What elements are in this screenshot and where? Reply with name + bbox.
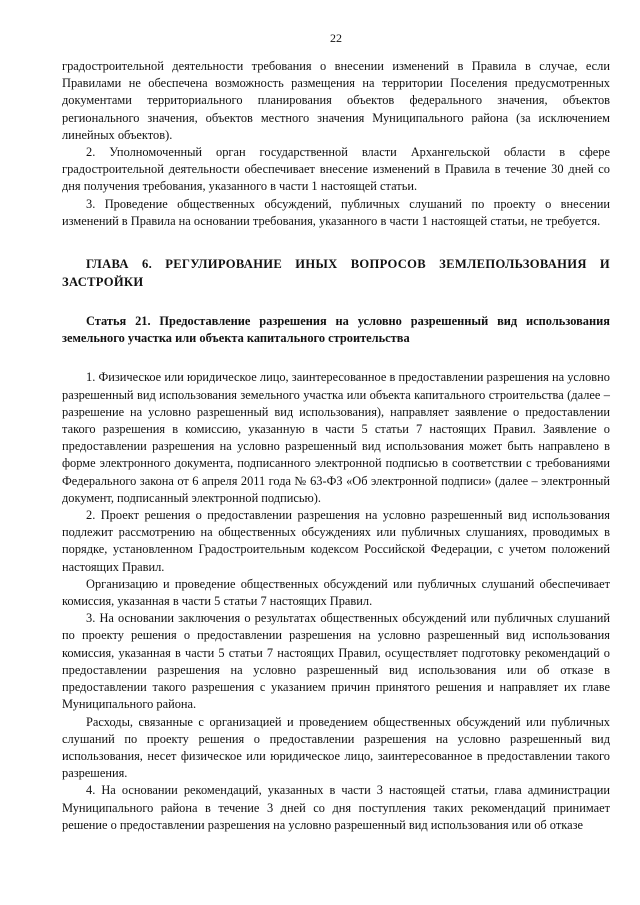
article-paragraph-3-note: Расходы, связанные с организацией и проведением общественных обсуждений или публичных слушаний по проекту решения о предоставлении разрешения на условно разрешенный вид использования, несет физическое или юридическое лицо, заинтересованное в предоставлении такого разрешения. xyxy=(62,714,610,781)
paragraph-part-3: 3. Проведение общественных обсуждений, публичных слушаний по проекту о внесении изменений в Правила на основании требования, указанного в части 1 настоящей статьи, не требуется. xyxy=(62,196,610,228)
article-paragraph-3: 3. На основании заключения о результатах общественных обсуждений или публичных слушаний по проекту решения о предоставлении разрешения на условно разрешенный вид использования комиссия, указанная в части 5 статьи 7 настоящих Правил, осуществляет подготовку рекомендаций о предоставлении разрешения на условно разрешенный вид использования или об отказе в предоставлении такого разрешения с указанием причин принятого решения и направляет их главе Муниципального района. xyxy=(62,611,610,712)
article-paragraph-2-note: Организацию и проведение общественных обсуждений или публичных слушаний обеспечивает комиссия, указанная в части 5 статьи 7 настоящих Правил. xyxy=(62,576,610,609)
page-number: 22 xyxy=(330,31,342,45)
continuation-paragraph: градостроительной деятельности требования о внесении изменений в Правила в случае, если Правилами не обеспечена возможность размещения на территории Поселения предусмотренных документами территориального планирования объектов федерального значения, объектов регионального значения, объектов местного значения Муниципального района (за исключением линейных объектов). xyxy=(62,59,610,142)
article-heading: Статья 21. Предоставление разрешения на условно разрешенный вид использования земельного участка или объекта капитального строительства xyxy=(62,314,610,346)
document-body xyxy=(62,58,610,834)
article-paragraph-2: 2. Проект решения о предоставлении разрешения на условно разрешенный вид использования подлежит рассмотрению на общественных обсуждениях или публичных слушаниях, проводимых в порядке, установленном Градостроительным кодексом Российской Федерации, с учетом положений настоящих Правил. xyxy=(62,508,610,574)
article-paragraph-1: 1. Физическое или юридическое лицо, заинтересованное в предоставлении разрешения на условно разрешенный вид использования земельного участка или объекта капитального строительства (далее – разрешение на условно разрешенный вид использования), направляет заявление о предоставлении такого разрешения в комиссию, указанную в части 5 статьи 7 настоящих Правил. Заявление о предоставлении разрешения на условно разрешенный вид использования может быть направлено в форме электронного документа, подписанного электронной подписью в соответствии с требованиями Федерального закона от 6 апреля 2011 года № 63-ФЗ «Об электронной подписи» (далее – электронный документ, подписанный электронной подписью). xyxy=(62,370,610,505)
article-paragraph-4: 4. На основании рекомендаций, указанных в части 3 настоящей статьи, глава администрации Муниципального района в течение 3 дней со дня поступления таких рекомендаций принимает решение о предоставлении разрешения на условно разрешенный вид использования или об отказе xyxy=(62,783,610,832)
chapter-heading: ГЛАВА 6. РЕГУЛИРОВАНИЕ ИНЫХ ВОПРОСОВ ЗЕМЛЕПОЛЬЗОВАНИЯ И ЗАСТРОЙКИ xyxy=(62,257,610,289)
paragraph-part-2: 2. Уполномоченный орган государственной власти Архангельской области в сфере градостроительной деятельности обеспечивает внесение изменений в Правила в течение 30 дней со дня получения требования, указанного в части 1 настоящей статьи. xyxy=(62,145,610,194)
